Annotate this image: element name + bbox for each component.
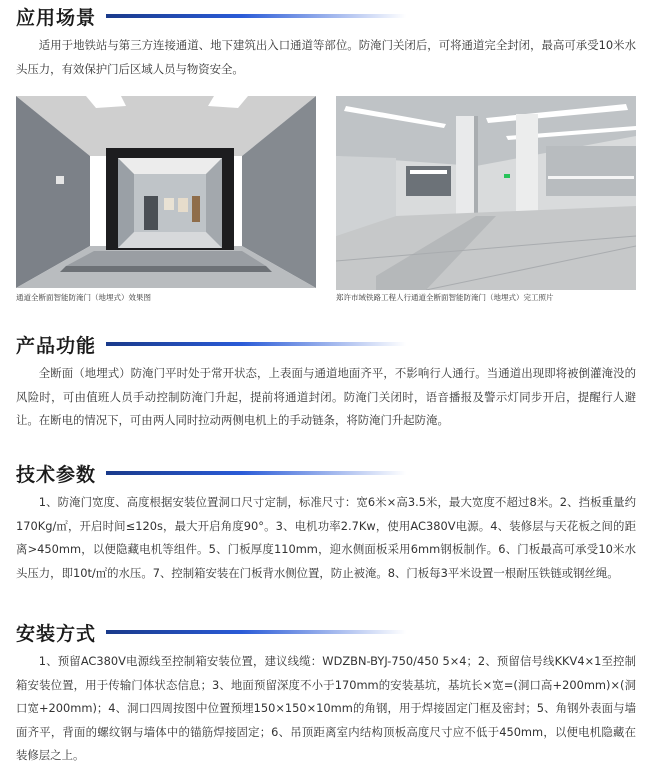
section-heading-installation	[16, 620, 96, 644]
section-paragraph: 全断面（地埋式）防淹门平时处于常开状态，上表面与通道地面齐平，不影响行人通行。当通道出现即将被倒灌淹没的风险时，可由值班人员手动控制防淹门升起，提前将通道封闭。防淹门关闭时，语音播报及警示灯同步开启，提醒行人避让。在断电的情况下，可由两人同时拉动两侧电机上的手动链条，将防淹门升起防淹。	[16, 366, 636, 427]
section-paragraph: 适用于地铁站与第三方连接通道、地下建筑出入口通道等部位。防淹门关闭后，可将通道完全封闭，最高可承受10米水头压力，有效保护门后区域人员与物资安全。	[16, 38, 636, 76]
heading-accent-bar	[106, 342, 406, 346]
section-paragraph: 1、防淹门宽度、高度根据安装位置洞口尺寸定制，标准尺寸：宽6米×高3.5米，最大宽度不超过8米。2、挡板重量约170Kg/㎡，开启时间≤120s，最大开启角度90°。3、电机功率2.7Kw，使用AC380V电源。4、装修层与天花板之间的距离>450mm，以便隐藏电机等组件。5、门板厚度110mm，迎水侧面板采用6mm钢板制作。6、门板最高可承受10米水头压力，即10t/㎡的水压。7、控制箱安装在门板背水侧位置，防止被淹。8、门板每3平米设置一根耐压铁链或钢丝绳。	[16, 495, 636, 580]
section-heading-function	[16, 332, 96, 356]
station-corridor-photo	[336, 96, 636, 290]
heading-accent-bar	[106, 14, 406, 18]
heading-accent-bar	[106, 471, 406, 475]
section-title: 技术参数	[16, 463, 97, 486]
photo-caption-left: 通道全断面智能防淹门（地埋式）效果图	[16, 293, 151, 302]
tunnel-render-image	[16, 96, 316, 288]
photo-caption-right: 郑许市域铁路工程人行通道全断面智能防淹门（地埋式）完工照片	[336, 293, 554, 302]
section-paragraph: 1、预留AC380V电源线至控制箱安装位置，建议线缆：WDZBN-BYJ-750/450 5×4；2、预留信号线KKV4×1至控制箱安装位置，用于传输门体状态信息；3、地面预留深度不小于170mm的安装基坑，基坑长×宽=(洞口高+200mm)×(洞口宽+200mm)；4、洞口四周按图中位置预埋150×150×10mm的角钢，用于焊接固定门框及密封；5、角钢外表面与墙面齐平，背面的螺纹钢与墙体中的锚筋焊接固定；6、吊顶距离室内结构顶板高度尺寸应不低于450mm，以便电机隐藏在装修层之上。	[16, 654, 636, 762]
section-heading-application	[16, 4, 96, 28]
section-title: 安装方式	[16, 622, 97, 645]
section-title: 应用场景	[16, 6, 97, 29]
section-heading-specs	[16, 461, 96, 485]
section-title: 产品功能	[16, 334, 97, 357]
heading-accent-bar	[106, 630, 406, 634]
